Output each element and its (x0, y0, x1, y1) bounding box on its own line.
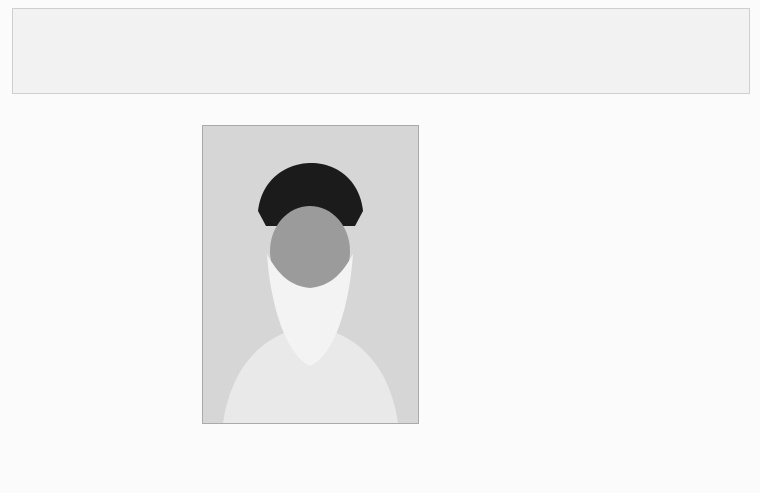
article-columns (12, 96, 748, 482)
article-column-4 (587, 96, 748, 482)
headline-box (12, 8, 750, 94)
article-column-3 (421, 96, 583, 482)
photo (202, 125, 419, 424)
article-column-2-top (202, 96, 417, 124)
article-column-1 (12, 96, 198, 482)
article-column-2-bottom (202, 424, 417, 482)
photo-illustration (203, 126, 418, 423)
